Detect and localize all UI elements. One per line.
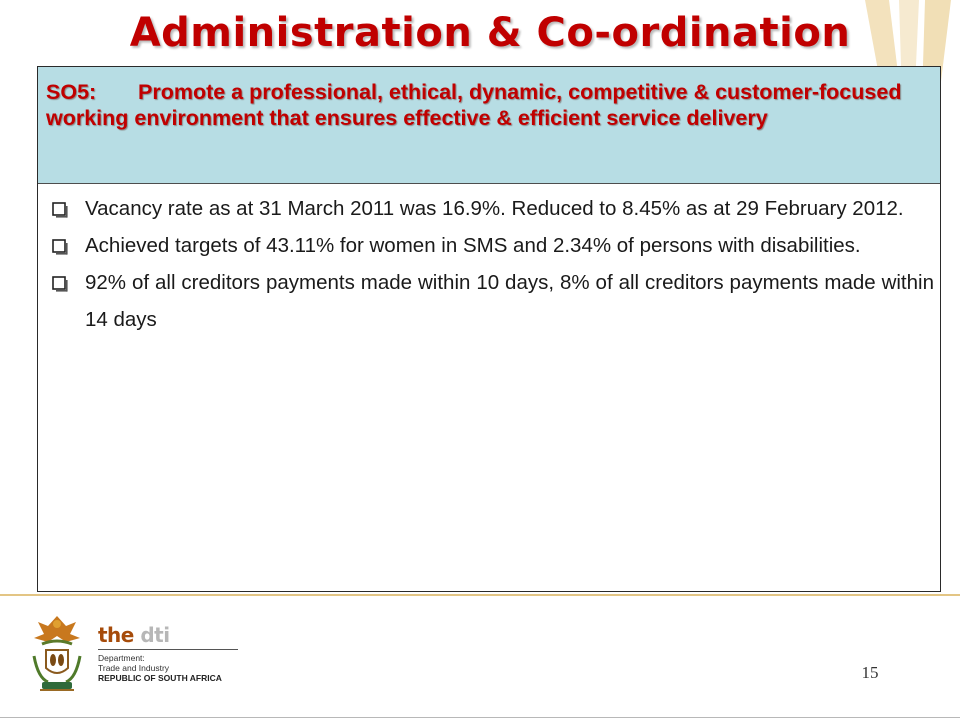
list-item <box>50 227 934 264</box>
achievement-list <box>50 190 934 338</box>
list-item-text: Achieved targets of 43.11% for women in SMS and 2.34% of persons with disabilities. <box>85 234 861 257</box>
objective-body-cell <box>38 184 940 338</box>
footer-divider <box>0 594 960 596</box>
slide-title: Administration & Co-ordination <box>129 10 851 56</box>
checkbox-bullet-icon <box>52 239 68 255</box>
coat-of-arms-icon <box>28 612 86 694</box>
objective-header-cell <box>38 67 940 184</box>
list-item-text: Vacancy rate as at 31 March 2011 was 16.9%. Reduced to 8.45% as at 29 February 2012. <box>85 197 904 220</box>
objective-text: Promote a professional, ethical, dynamic, competitive & customer-focused working environment that ensures effective & efficient service delivery <box>46 80 902 130</box>
checkbox-bullet-icon <box>52 276 68 292</box>
bottom-rule <box>0 717 960 718</box>
objective-table <box>37 66 941 592</box>
objective-code: SO5: <box>46 80 97 104</box>
list-item <box>50 264 934 338</box>
dti-logo <box>98 624 258 683</box>
logo-rule <box>98 649 238 650</box>
logo-line-department: Department: <box>98 653 145 663</box>
objective-heading <box>46 79 930 131</box>
page-number: 15 <box>861 663 879 682</box>
logo-line-country: REPUBLIC OF SOUTH AFRICA <box>98 673 222 683</box>
logo-line-trade: Trade and Industry <box>98 663 170 673</box>
list-item <box>50 190 934 227</box>
checkbox-bullet-icon <box>52 202 68 218</box>
logo-wordmark: the dti <box>98 623 170 647</box>
list-item-text: 92% of all creditors payments made within 10 days, 8% of all creditors payments made within 14 days <box>85 271 934 331</box>
